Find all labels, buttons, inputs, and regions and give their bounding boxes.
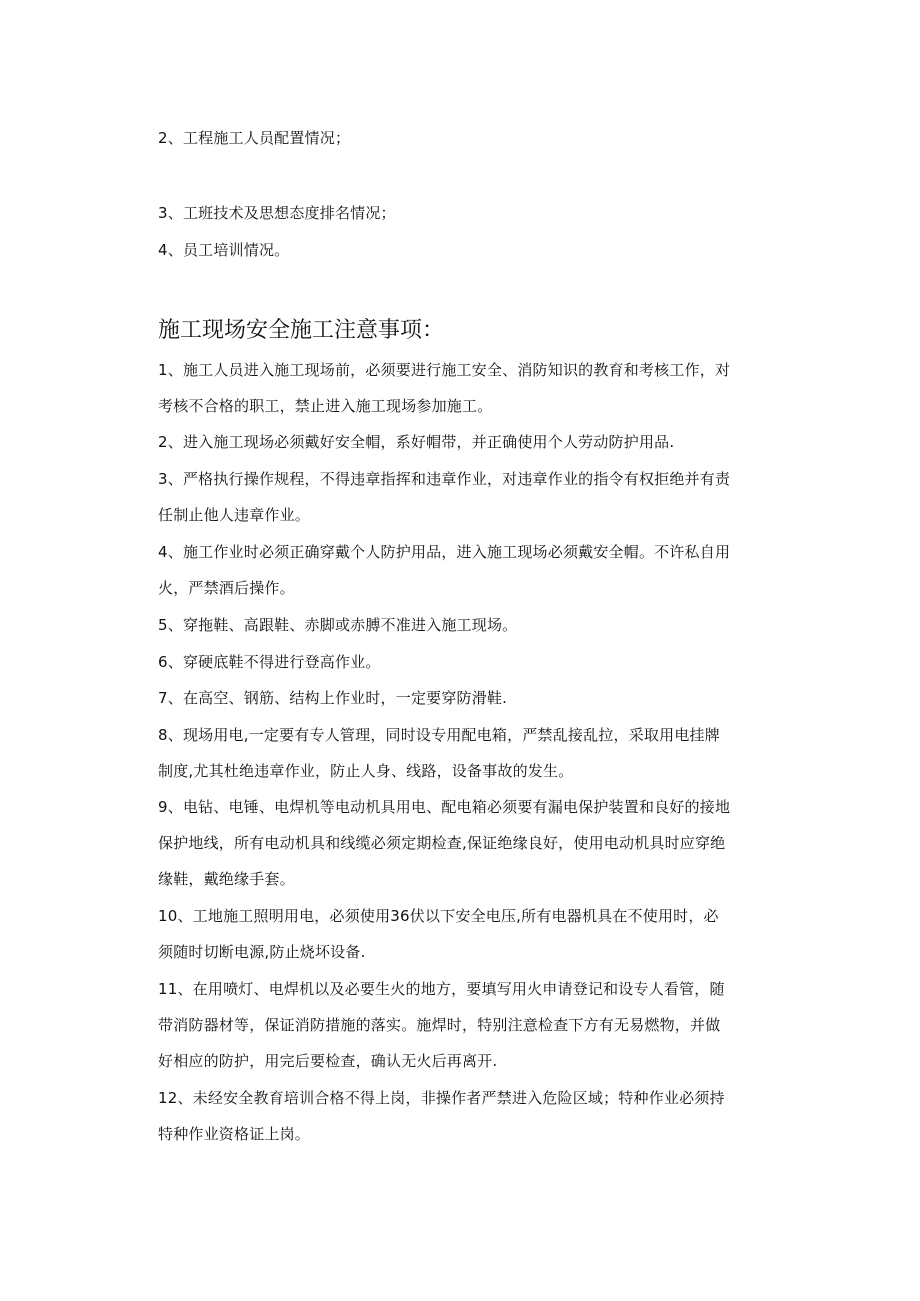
list-item-line: 12、未经安全教育培训合格不得上岗，非操作者严禁进入危险区域；特种作业必须持 bbox=[158, 1089, 725, 1107]
list-item-line: 保护地线，所有电动机具和线缆必须定期检查,保证绝缘良好，使用电动机具时应穿绝 bbox=[158, 834, 726, 852]
list-item bbox=[158, 898, 798, 970]
list-item-line: 带消防器材等，保证消防措施的落实。施焊时，特别注意检查下方有无易燃物，并做 bbox=[158, 1016, 721, 1034]
list-item-line: 11、在用喷灯、电焊机以及必要生火的地方，要填写用火申请登记和设专人看管，随 bbox=[158, 980, 725, 998]
list-item-line: 3、严格执行操作规程，不得违章指挥和违章作业，对违章作业的指令有权拒绝并有责 bbox=[158, 470, 731, 488]
intro-item: 3、工班技术及思想态度排名情况； bbox=[158, 204, 396, 222]
list-item bbox=[158, 1080, 798, 1152]
list-item-line: 任制止他人违章作业。 bbox=[158, 506, 311, 524]
intro-item: 2、工程施工人员配置情况； bbox=[158, 129, 351, 147]
list-item bbox=[158, 971, 798, 1079]
list-item-line: 5、穿拖鞋、高跟鞋、赤脚或赤膊不准进入施工现场。 bbox=[158, 616, 518, 634]
list-item-line: 火，严禁酒后操作。 bbox=[158, 579, 295, 597]
list-item-line: 7、在高空、钢筋、结构上作业时，一定要穿防滑鞋. bbox=[158, 689, 508, 707]
list-item-line: 4、施工作业时必须正确穿戴个人防护用品，进入施工现场必须戴安全帽。不许私自用 bbox=[158, 543, 731, 561]
list-item-line: 缘鞋，戴绝缘手套。 bbox=[158, 870, 295, 888]
list-item-line: 2、进入施工现场必须戴好安全帽，系好帽带，并正确使用个人劳动防护用品. bbox=[158, 433, 675, 451]
list-item bbox=[158, 534, 798, 606]
list-item-line: 考核不合格的职工，禁止进入施工现场参加施工。 bbox=[158, 397, 493, 415]
list-item bbox=[158, 789, 798, 897]
list-item-line: 须随时切断电源,防止烧坏设备. bbox=[158, 943, 366, 961]
list-item bbox=[158, 424, 798, 460]
list-item bbox=[158, 680, 798, 716]
list-item-line: 1、施工人员进入施工现场前，必须要进行施工安全、消防知识的教育和考核工作，对 bbox=[158, 361, 731, 379]
list-item-line: 制度,尤其杜绝违章作业，防止人身、线路，设备事故的发生。 bbox=[158, 762, 574, 780]
list-item-line: 特种作业资格证上岗。 bbox=[158, 1125, 311, 1143]
list-item bbox=[158, 461, 798, 533]
section-title: 施工现场安全施工注意事项： bbox=[158, 318, 445, 343]
list-item bbox=[158, 644, 798, 680]
intro-item: 4、员工培训情况。 bbox=[158, 241, 290, 259]
list-item bbox=[158, 717, 798, 789]
list-item-line: 8、现场用电,一定要有专人管理，同时设专用配电箱，严禁乱接乱拉，采取用电挂牌 bbox=[158, 726, 720, 744]
list-item-line: 6、穿硬底鞋不得进行登高作业。 bbox=[158, 653, 381, 671]
list-item-line: 好相应的防护，用完后要检查，确认无火后再离开. bbox=[158, 1052, 498, 1070]
list-item bbox=[158, 352, 798, 424]
list-item bbox=[158, 607, 798, 643]
list-item-line: 9、电钻、电锤、电焊机等电动机具用电、配电箱必须要有漏电保护装置和良好的接地 bbox=[158, 798, 731, 816]
list-item-line: 10、工地施工照明用电，必须使用36伏以下安全电压,所有电器机具在不使用时，必 bbox=[158, 907, 719, 925]
